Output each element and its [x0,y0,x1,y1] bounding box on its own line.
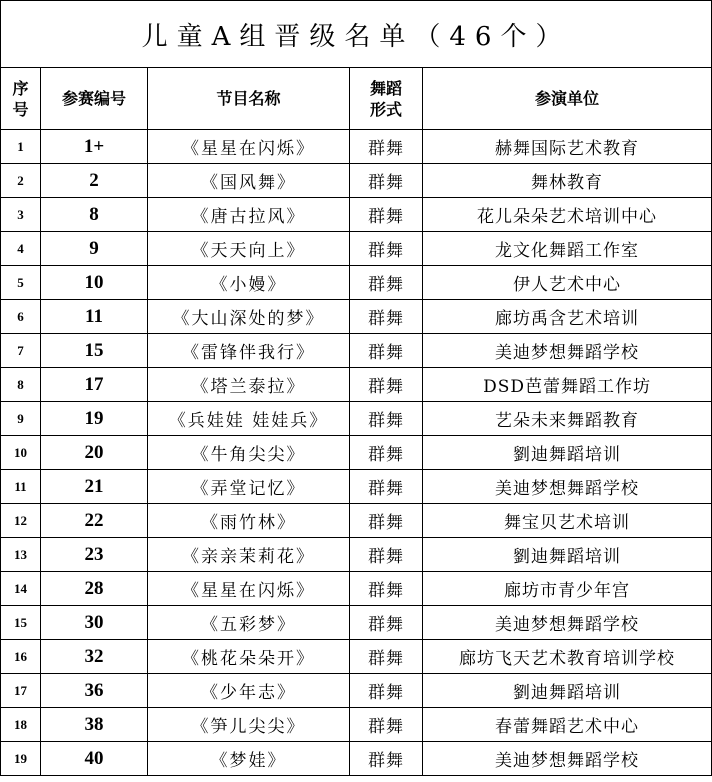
cell-unit: 美迪梦想舞蹈学校 [423,606,712,640]
cell-program-name: 《雷锋伴我行》 [148,334,350,368]
table-row [1,368,712,402]
cell-no: 8 [1,368,41,402]
table-row [1,436,712,470]
cell-dance-form: 群舞 [350,334,423,368]
cell-unit: 舞林教育 [423,164,712,198]
cell-no: 2 [1,164,41,198]
cell-code: 36 [41,674,148,708]
cell-code: 15 [41,334,148,368]
cell-dance-form: 群舞 [350,742,423,776]
header-no [1,68,41,130]
cell-code: 21 [41,470,148,504]
cell-no: 1 [1,130,41,164]
cell-dance-form: 群舞 [350,232,423,266]
cell-no: 3 [1,198,41,232]
cell-code: 11 [41,300,148,334]
cell-no: 11 [1,470,41,504]
title-row [1,1,712,68]
table-row [1,674,712,708]
cell-dance-form: 群舞 [350,708,423,742]
cell-dance-form: 群舞 [350,504,423,538]
table-row [1,640,712,674]
cell-unit: 廊坊市青少年宫 [423,572,712,606]
cell-code: 32 [41,640,148,674]
header-no-line1: 序 [12,78,29,98]
table-row [1,606,712,640]
table-row [1,300,712,334]
cell-dance-form: 群舞 [350,606,423,640]
cell-code: 9 [41,232,148,266]
cell-program-name: 《牛角尖尖》 [148,436,350,470]
cell-program-name: 《星星在闪烁》 [148,572,350,606]
cell-program-name: 《塔兰泰拉》 [148,368,350,402]
cell-unit: 美迪梦想舞蹈学校 [423,742,712,776]
cell-unit: 劉迪舞蹈培训 [423,436,712,470]
cell-program-name: 《笋儿尖尖》 [148,708,350,742]
table-body [1,130,712,776]
table-row [1,538,712,572]
cell-no: 13 [1,538,41,572]
cell-dance-form: 群舞 [350,572,423,606]
cell-code: 1+ [41,130,148,164]
cell-no: 16 [1,640,41,674]
header-name: 节目名称 [148,68,350,130]
cell-unit: 劉迪舞蹈培训 [423,538,712,572]
table-row [1,572,712,606]
cell-unit: 美迪梦想舞蹈学校 [423,470,712,504]
cell-code: 40 [41,742,148,776]
cell-no: 4 [1,232,41,266]
cell-dance-form: 群舞 [350,300,423,334]
cell-no: 19 [1,742,41,776]
cell-program-name: 《弄堂记忆》 [148,470,350,504]
cell-no: 17 [1,674,41,708]
cell-code: 17 [41,368,148,402]
header-form-line1: 舞蹈 [369,78,402,98]
cell-code: 10 [41,266,148,300]
cell-no: 18 [1,708,41,742]
cell-code: 30 [41,606,148,640]
cell-dance-form: 群舞 [350,164,423,198]
cell-no: 15 [1,606,41,640]
header-form [350,68,423,130]
header-unit: 参演单位 [423,68,712,130]
table-row [1,198,712,232]
cell-code: 2 [41,164,148,198]
cell-program-name: 《天天向上》 [148,232,350,266]
table-row [1,334,712,368]
cell-no: 9 [1,402,41,436]
cell-program-name: 《国风舞》 [148,164,350,198]
cell-unit: 劉迪舞蹈培训 [423,674,712,708]
cell-no: 10 [1,436,41,470]
cell-unit: 龙文化舞蹈工作室 [423,232,712,266]
cell-dance-form: 群舞 [350,130,423,164]
cell-program-name: 《大山深处的梦》 [148,300,350,334]
cell-unit: 艺朵未来舞蹈教育 [423,402,712,436]
table-row [1,164,712,198]
table-row [1,402,712,436]
cell-unit: 廊坊飞天艺术教育培训学校 [423,640,712,674]
page-title: 儿童A组晋级名单（46个） [1,1,712,68]
cell-program-name: 《五彩梦》 [148,606,350,640]
cell-program-name: 《少年志》 [148,674,350,708]
cell-program-name: 《小嫚》 [148,266,350,300]
cell-dance-form: 群舞 [350,368,423,402]
cell-dance-form: 群舞 [350,402,423,436]
table-row [1,742,712,776]
cell-dance-form: 群舞 [350,198,423,232]
header-row [1,68,712,130]
cell-dance-form: 群舞 [350,470,423,504]
table-row [1,708,712,742]
cell-no: 5 [1,266,41,300]
cell-no: 12 [1,504,41,538]
cell-program-name: 《兵娃娃 娃娃兵》 [148,402,350,436]
cell-code: 19 [41,402,148,436]
table-row [1,130,712,164]
cell-code: 8 [41,198,148,232]
cell-dance-form: 群舞 [350,640,423,674]
table-row [1,266,712,300]
cell-unit: DSD芭蕾舞蹈工作坊 [423,368,712,402]
cell-code: 20 [41,436,148,470]
cell-unit: 伊人艺术中心 [423,266,712,300]
cell-unit: 美迪梦想舞蹈学校 [423,334,712,368]
cell-code: 28 [41,572,148,606]
table-row [1,470,712,504]
cell-unit: 赫舞国际艺术教育 [423,130,712,164]
cell-dance-form: 群舞 [350,674,423,708]
cell-program-name: 《桃花朵朵开》 [148,640,350,674]
cell-code: 23 [41,538,148,572]
cell-program-name: 《亲亲茉莉花》 [148,538,350,572]
cell-no: 7 [1,334,41,368]
cell-code: 22 [41,504,148,538]
table-row [1,232,712,266]
header-form-line2: 形式 [369,99,402,119]
cell-no: 14 [1,572,41,606]
cell-code: 38 [41,708,148,742]
cell-unit: 舞宝贝艺术培训 [423,504,712,538]
cell-dance-form: 群舞 [350,266,423,300]
cell-program-name: 《唐古拉风》 [148,198,350,232]
header-code: 参赛编号 [41,68,148,130]
cell-program-name: 《雨竹林》 [148,504,350,538]
table-row [1,504,712,538]
cell-program-name: 《梦娃》 [148,742,350,776]
cell-no: 6 [1,300,41,334]
cell-dance-form: 群舞 [350,436,423,470]
cell-unit: 廊坊禹含艺术培训 [423,300,712,334]
cell-unit: 春蕾舞蹈艺术中心 [423,708,712,742]
header-no-line2: 号 [12,99,29,119]
cell-program-name: 《星星在闪烁》 [148,130,350,164]
cell-unit: 花儿朵朵艺术培训中心 [423,198,712,232]
cell-dance-form: 群舞 [350,538,423,572]
